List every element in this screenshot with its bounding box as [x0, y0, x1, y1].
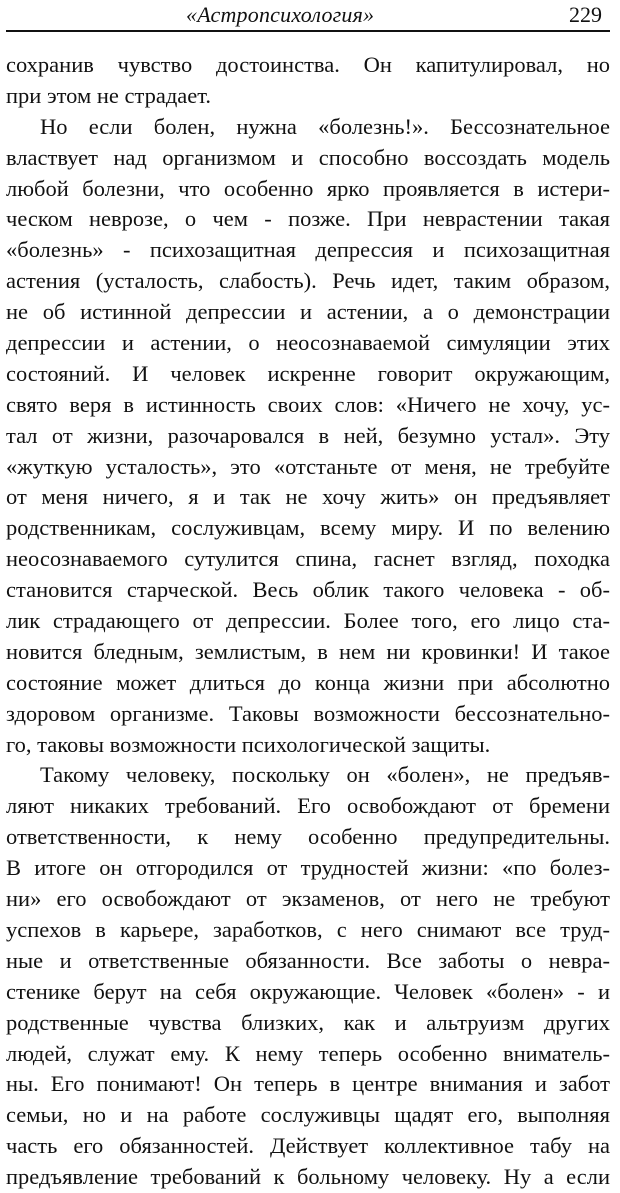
text-line: семьи, но и на работе сослуживцы щадят его, выполняя [6, 1102, 610, 1128]
text-line: «жуткую усталость», это «отстаньте от меня, не требуйте [6, 453, 610, 479]
text-line: от меня ничего, я и так не хочу жить» он предъявляет [6, 484, 610, 510]
text-line: здоровом организме. Таковы возможности бессознательно- [6, 700, 610, 726]
text-line: при этом не страдает. [6, 82, 212, 108]
text-line: любой болезни, что особенно ярко проявляется в истери- [6, 175, 610, 201]
text-line: предъявление требований к больному человеку. Ну а если [6, 1164, 610, 1190]
text-line: ны. Его понимают! Он теперь в центре внимания и забот [6, 1071, 610, 1097]
text-line: ляют никаких требований. Его освобождают от бремени [6, 793, 610, 819]
text-line: тал от жизни, разочаровался в ней, безумно устал». Эту [6, 422, 610, 448]
text-line: состояние может длиться до конца жизни при абсолютно [6, 669, 610, 695]
text-line: ческом неврозе, о чем - позже. При неврастении такая [6, 206, 610, 232]
header-rule [6, 30, 610, 32]
page-number: 229 [569, 2, 602, 27]
text-line: властвует над организмом и способно воссоздать модель [6, 144, 610, 170]
text-line: ни» его освобождают от экзаменов, от него не требуют [6, 886, 610, 912]
text-line: астения (усталость, слабость). Речь идет, таким образом, [6, 268, 610, 294]
text-line: неосознаваемого сутулится спина, гаснет взгляд, походка [6, 546, 610, 572]
text-line: сохранив чувство достоинства. Он капитулировал, но [6, 52, 610, 77]
body-text [6, 50, 610, 1193]
text-line: родственные чувства близких, как и альтруизм других [6, 1009, 610, 1035]
text-line: лик страдающего от депрессии. Более того, его лицо ста- [6, 608, 610, 634]
text-line: ответственности, к нему особенно предупредительны. [6, 824, 610, 850]
text-line: стенике берут на себя окружающие. Человек «болен» - и [6, 978, 610, 1004]
text-line: часть его обязанностей. Действует коллективное табу на [6, 1133, 610, 1159]
text-line: успехов в карьере, заработков, с него снимают все труд- [6, 916, 610, 942]
text-line: становится старческой. Весь облик такого человека - об- [6, 577, 610, 603]
text-line: людей, служат ему. К нему теперь особенно вниматель- [6, 1040, 610, 1066]
text-line: го, таковы возможности психологической защиты. [6, 731, 491, 757]
text-line: состояний. И человек искренне говорит окружающим, [6, 360, 610, 386]
text-line: ные и ответственные обязанности. Все заботы о невра- [6, 947, 610, 973]
text-line: В итоге он отгородился от трудностей жизни: «по болез- [6, 855, 610, 881]
text-line: новится бледным, землистым, в нем ни кровинки! И такое [6, 638, 610, 664]
text-line: Но если болен, нужна «болезнь!». Бессознательное [40, 113, 610, 139]
text-line: свято веря в истинность своих слов: «Ничего не хочу, ус- [6, 391, 610, 417]
text-line: не об истинной депрессии и астении, а о демонстрации [6, 299, 610, 325]
text-line: Такому человеку, поскольку он «болен», не предъяв- [40, 762, 610, 788]
text-line: депрессии и астении, о неосознаваемой симуляции этих [6, 330, 610, 356]
text-line: родственникам, сослуживцам, всему миру. И по велению [6, 515, 610, 541]
page-header [6, 0, 610, 30]
text-line: «болезнь» - психозащитная депрессия и психозащитная [6, 237, 610, 263]
running-title: «Астропсихология» [186, 2, 375, 27]
